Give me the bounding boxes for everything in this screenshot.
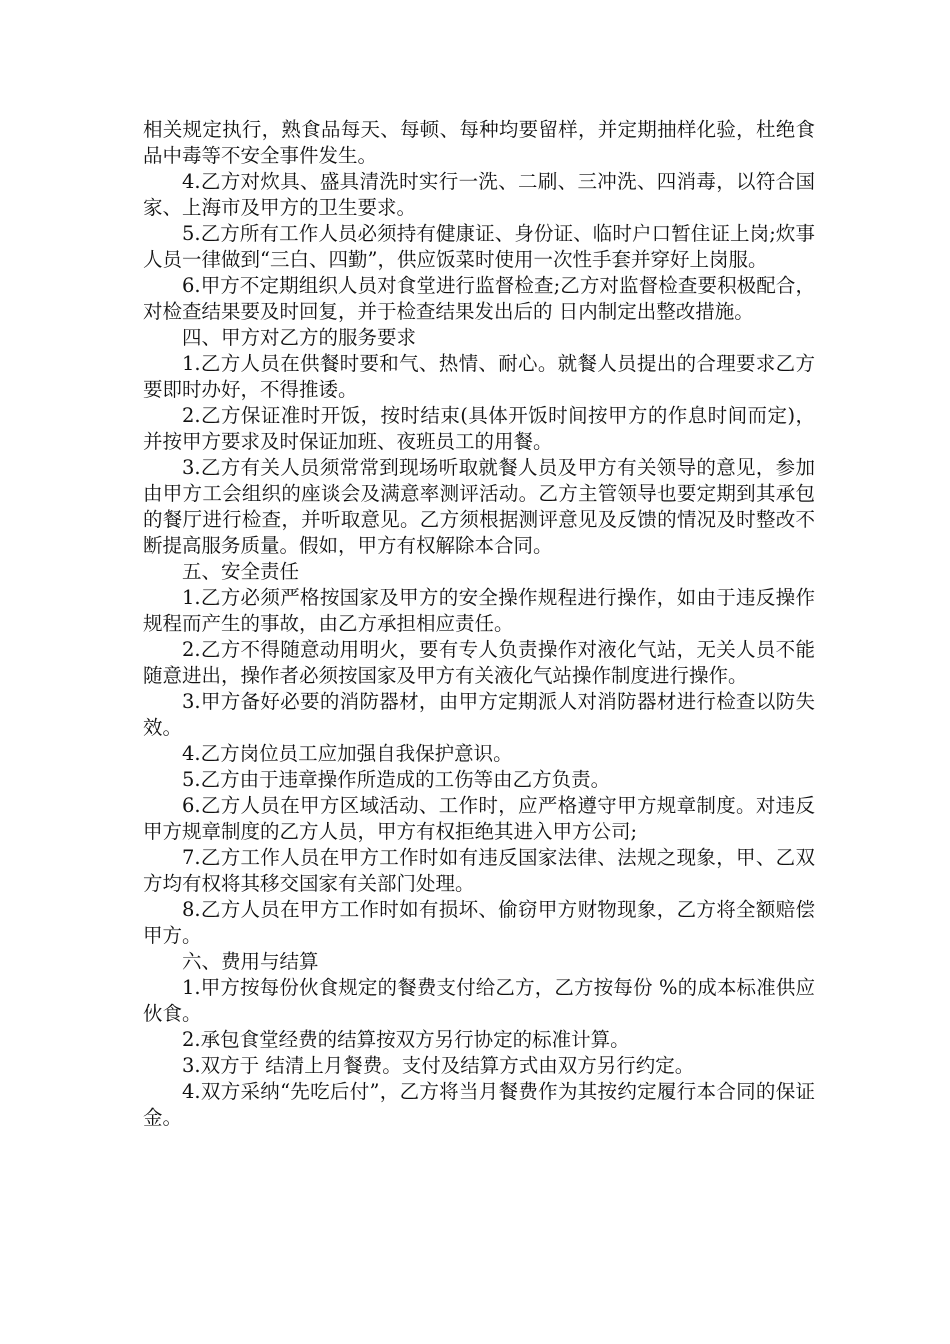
paragraph: 3.乙方有关人员须常常到现场听取就餐人员及甲方有关领导的意见，参加由甲方工会组织的座谈会及满意率测评活动。乙方主管领导也要定期到其承包的餐厅进行检查，并听取意见。乙方须根据测评意见及反馈的情况及时整改不断提高服务质量。假如，甲方有权解除本合同。 [143,456,815,557]
section-heading: 四、甲方对乙方的服务要求 [182,326,417,349]
paragraph: 5.乙方所有工作人员必须持有健康证、身份证、临时户口暂住证上岗;炊事人员一律做到“三白、四勤”，供应饭菜时使用一次性手套并穿好上岗服。 [143,222,815,271]
paragraph: 3.双方于 结清上月餐费。支付及结算方式由双方另行约定。 [182,1054,695,1077]
paragraph: 5.乙方由于违章操作所造成的工伤等由乙方负责。 [182,768,611,791]
paragraph: 1.甲方按每份伙食规定的餐费支付给乙方，乙方按每份 %的成本标准供应伙食。 [143,976,815,1025]
section-heading: 五、安全责任 [182,560,300,583]
section-heading: 六、费用与结算 [182,950,319,973]
paragraph: 1.乙方人员在供餐时要和气、热情、耐心。就餐人员提出的合理要求乙方要即时办好，不得推诿。 [143,352,815,401]
paragraph: 6.乙方人员在甲方区域活动、工作时，应严格遵守甲方规章制度。对违反甲方规章制度的乙方人员，甲方有权拒绝其进入甲方公司; [143,794,815,843]
paragraph: 6.甲方不定期组织人员对食堂进行监督检查;乙方对监督检查要积极配合，对检查结果要及时回复，并于检查结果发出后的 日内制定出整改措施。 [143,274,815,323]
paragraph: 2.承包食堂经费的结算按双方另行协定的标准计算。 [182,1028,630,1051]
document-page [143,117,815,1131]
paragraph: 4.乙方岗位员工应加强自我保护意识。 [182,742,513,765]
paragraph: 7.乙方工作人员在甲方工作时如有违反国家法律、法规之现象，甲、乙双方均有权将其移交国家有关部门处理。 [143,846,815,895]
paragraph: 4.乙方对炊具、盛具清洗时实行一洗、二刷、三冲洗、四消毒，以符合国家、上海市及甲方的卫生要求。 [143,170,815,219]
paragraph: 4.双方采纳“先吃后付”，乙方将当月餐费作为其按约定履行本合同的保证金。 [143,1080,815,1129]
paragraph: 8.乙方人员在甲方工作时如有损坏、偷窃甲方财物现象，乙方将全额赔偿甲方。 [143,898,815,947]
paragraph: 1.乙方必须严格按国家及甲方的安全操作规程进行操作，如由于违反操作规程而产生的事故，由乙方承担相应责任。 [143,586,815,635]
paragraph: 相关规定执行，熟食品每天、每顿、每种均要留样，并定期抽样化验，杜绝食品中毒等不安全事件发生。 [143,118,815,167]
paragraph: 2.乙方不得随意动用明火，要有专人负责操作对液化气站，无关人员不能随意进出，操作者必须按国家及甲方有关液化气站操作制度进行操作。 [143,638,815,687]
paragraph: 2.乙方保证准时开饭，按时结束(具体开饭时间按甲方的作息时间而定)，并按甲方要求及时保证加班、夜班员工的用餐。 [143,404,815,453]
paragraph: 3.甲方备好必要的消防器材，由甲方定期派人对消防器材进行检查以防失效。 [143,690,815,739]
